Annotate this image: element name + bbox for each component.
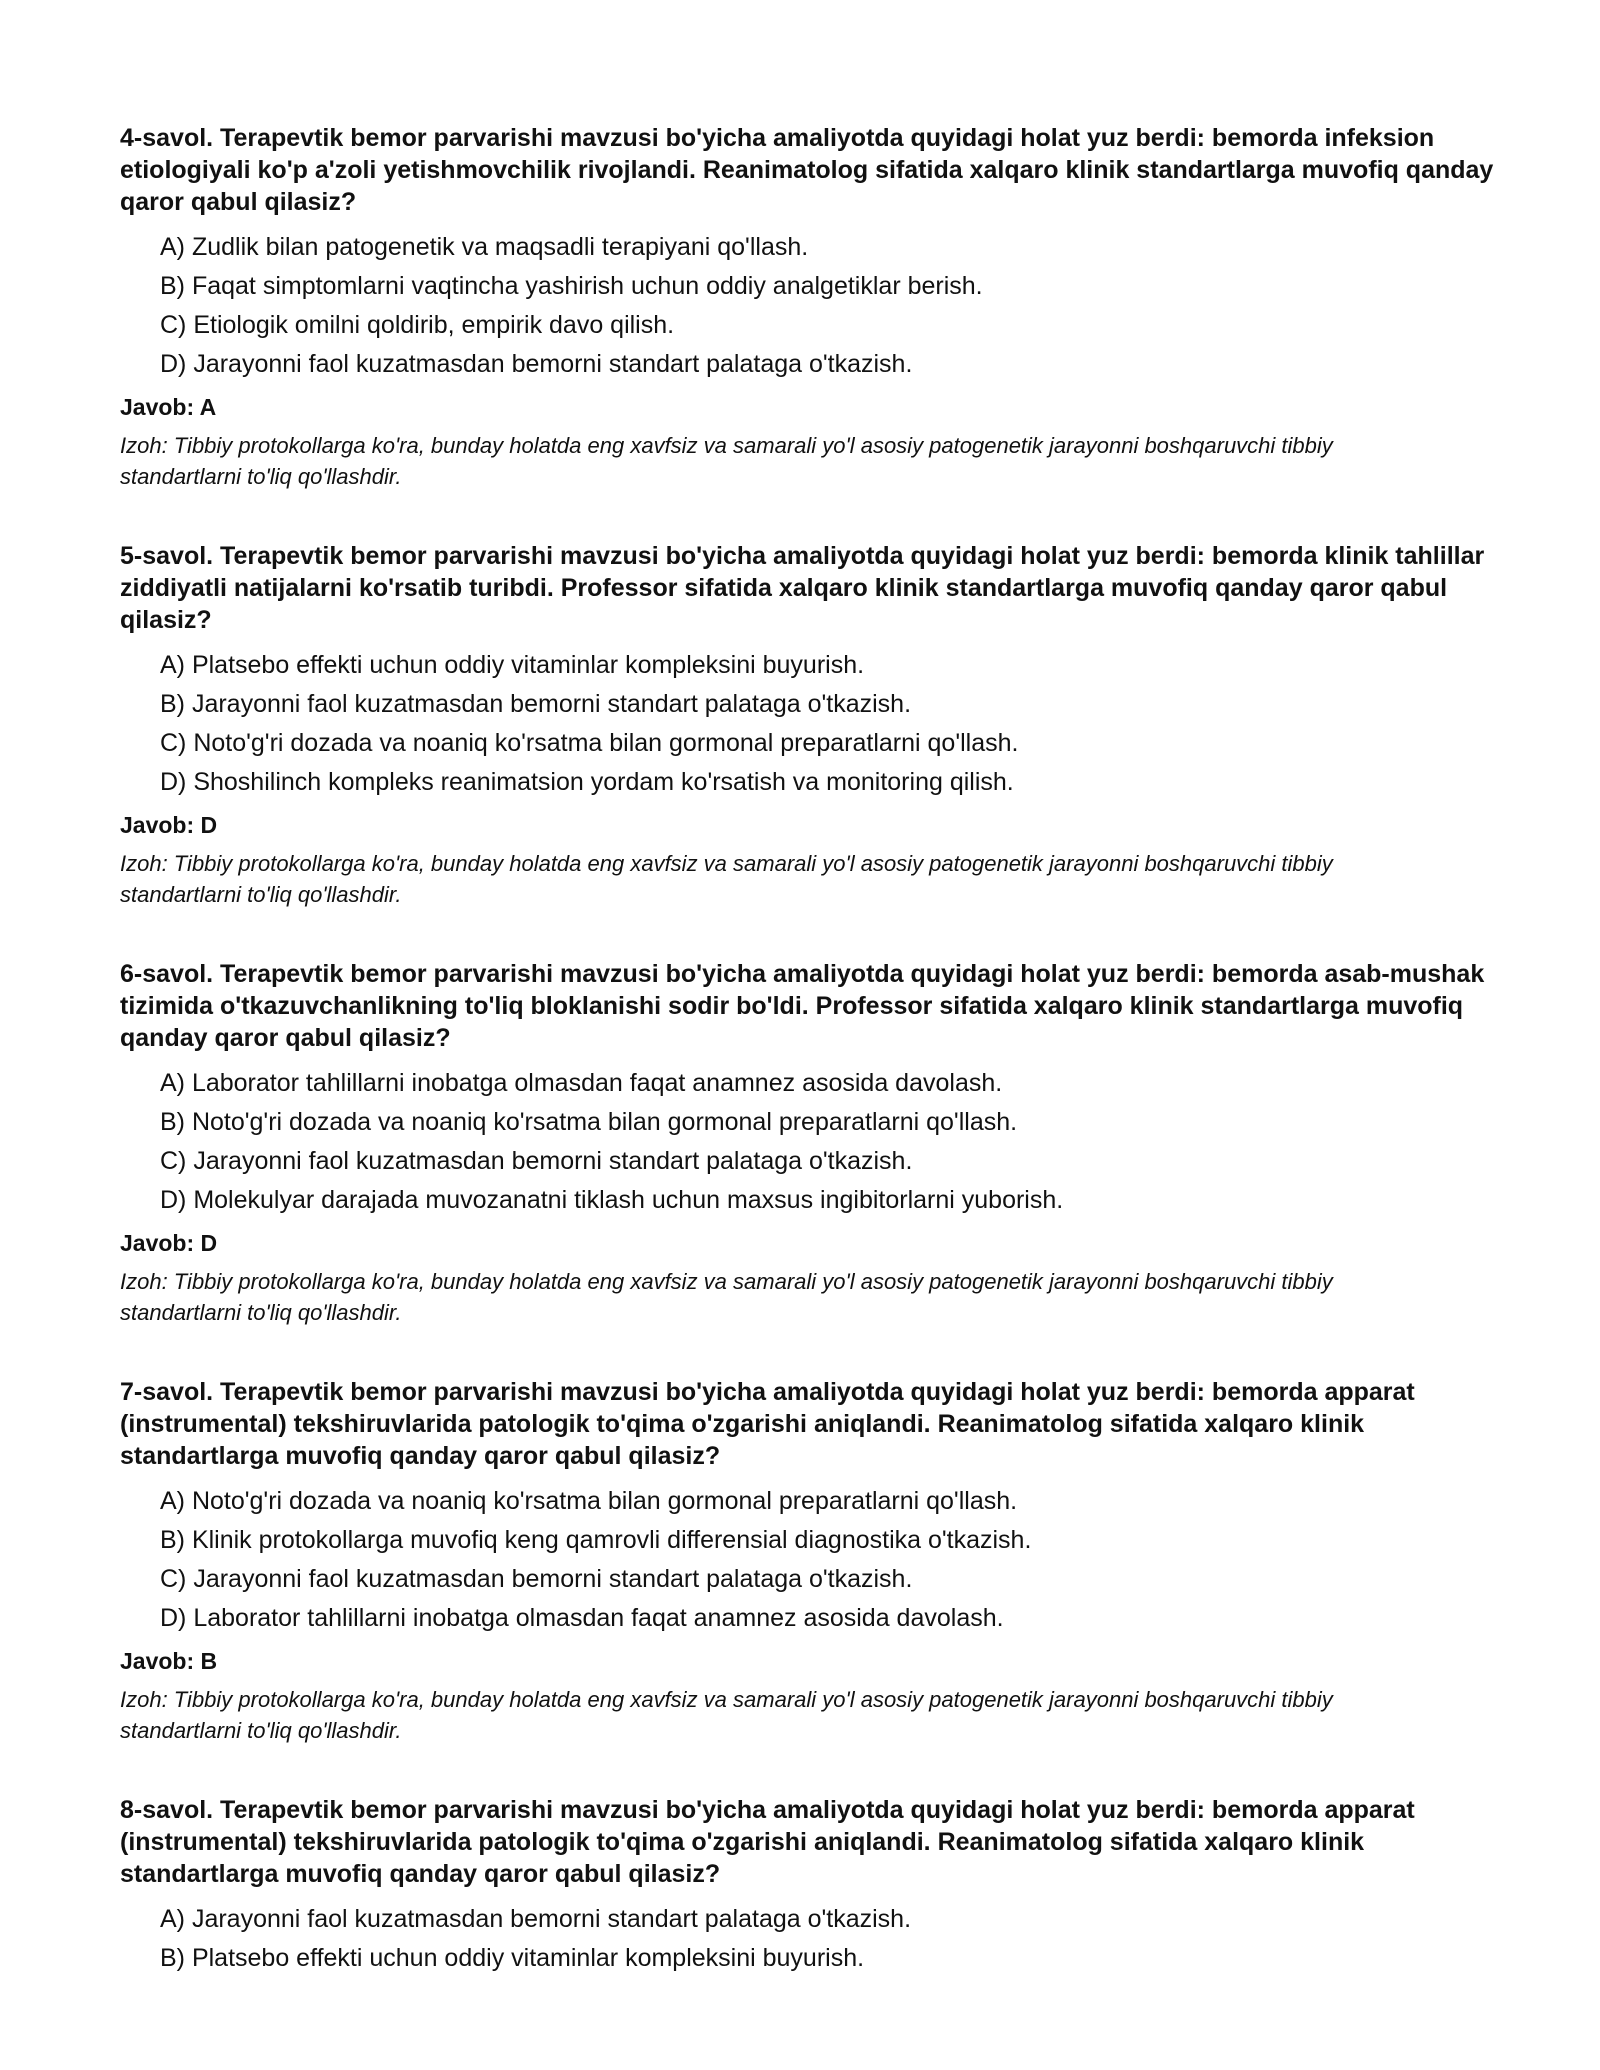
option-c: C) Noto'g'ri dozada va noaniq ko'rsatma bilan gormonal preparatlarni qo'llash. <box>160 729 1019 757</box>
document-page <box>120 122 1500 2026</box>
explanation-note: Izoh: Tibbiy protokollarga ko'ra, bunday holatda eng xavfsiz va samarali yo'l asosiy patogenetik jarayonni boshqaruvchi tibbiy standartlarni to'liq qo'llashdir. <box>120 1687 1333 1743</box>
options-list <box>120 228 1500 384</box>
question-6 <box>120 958 1500 1328</box>
answer: Javob: A <box>120 394 217 420</box>
question-title: 7-savol. Terapevtik bemor parvarishi mavzusi bo'yicha amaliyotda quyidagi holat yuz berdi: bemorda apparat (instrumental) tekshiruvlarida patologik to'qima o'zgarishi aniqlandi. Reanimatolog sifatida xalqaro klinik standartlarga muvofiq qanday qaror qabul qilasiz? <box>120 1378 1415 1470</box>
question-8 <box>120 1794 1500 1978</box>
option-b: B) Noto'g'ri dozada va noaniq ko'rsatma bilan gormonal preparatlarni qo'llash. <box>160 1108 1018 1136</box>
explanation-note: Izoh: Tibbiy protokollarga ko'ra, bunday holatda eng xavfsiz va samarali yo'l asosiy patogenetik jarayonni boshqaruvchi tibbiy standartlarni to'liq qo'llashdir. <box>120 433 1333 489</box>
answer: Javob: D <box>120 1230 218 1256</box>
option-d: D) Shoshilinch kompleks reanimatsion yordam ko'rsatish va monitoring qilish. <box>160 768 1014 796</box>
option-b: B) Faqat simptomlarni vaqtincha yashirish uchun oddiy analgetiklar berish. <box>160 272 983 300</box>
question-title: 6-savol. Terapevtik bemor parvarishi mavzusi bo'yicha amaliyotda quyidagi holat yuz berdi: bemorda asab-mushak tizimida o'tkazuvchanlikning to'liq bloklanishi sodir bo'ldi. Professor sifatida xalqaro klinik standartlarga muvofiq qanday qaror qabul qilasiz? <box>120 960 1485 1052</box>
question-title: 4-savol. Terapevtik bemor parvarishi mavzusi bo'yicha amaliyotda quyidagi holat yuz berdi: bemorda infeksion etiologiyali ko'p a'zoli yetishmovchilik rivojlandi. Reanimatolog sifatida xalqaro klinik standartlarga muvofiq qanday qaror qabul qilasiz? <box>120 124 1494 216</box>
option-d: D) Laborator tahlillarni inobatga olmasdan faqat anamnez asosida davolash. <box>160 1604 1004 1632</box>
option-a: A) Jarayonni faol kuzatmasdan bemorni standart palataga o'tkazish. <box>160 1905 912 1933</box>
option-a: A) Platsebo effekti uchun oddiy vitaminlar kompleksini buyurish. <box>160 651 865 679</box>
answer: Javob: B <box>120 1648 218 1674</box>
option-c: C) Jarayonni faol kuzatmasdan bemorni standart palataga o'tkazish. <box>160 1565 913 1593</box>
option-c: C) Jarayonni faol kuzatmasdan bemorni standart palataga o'tkazish. <box>160 1147 913 1175</box>
question-5 <box>120 540 1500 910</box>
explanation-note: Izoh: Tibbiy protokollarga ko'ra, bunday holatda eng xavfsiz va samarali yo'l asosiy patogenetik jarayonni boshqaruvchi tibbiy standartlarni to'liq qo'llashdir. <box>120 851 1333 907</box>
explanation-note: Izoh: Tibbiy protokollarga ko'ra, bunday holatda eng xavfsiz va samarali yo'l asosiy patogenetik jarayonni boshqaruvchi tibbiy standartlarni to'liq qo'llashdir. <box>120 1269 1333 1325</box>
options-list <box>120 1064 1500 1220</box>
option-d: D) Molekulyar darajada muvozanatni tiklash uchun maxsus ingibitorlarni yuborish. <box>160 1186 1064 1214</box>
option-a: A) Laborator tahlillarni inobatga olmasdan faqat anamnez asosida davolash. <box>160 1069 1003 1097</box>
option-b: B) Platsebo effekti uchun oddiy vitaminlar kompleksini buyurish. <box>160 1944 865 1972</box>
options-list <box>120 1482 1500 1638</box>
option-d: D) Jarayonni faol kuzatmasdan bemorni standart palataga o'tkazish. <box>160 350 913 378</box>
option-b: B) Klinik protokollarga muvofiq keng qamrovli differensial diagnostika o'tkazish. <box>160 1526 1032 1554</box>
option-c: C) Etiologik omilni qoldirib, empirik davo qilish. <box>160 311 675 339</box>
option-a: A) Zudlik bilan patogenetik va maqsadli terapiyani qo'llash. <box>160 233 809 261</box>
question-4 <box>120 122 1500 492</box>
question-title: 5-savol. Terapevtik bemor parvarishi mavzusi bo'yicha amaliyotda quyidagi holat yuz berdi: bemorda klinik tahlillar ziddiyatli natijalarni ko'rsatib turibdi. Professor sifatida xalqaro klinik standartlarga muvofiq qanday qaror qabul qilasiz? <box>120 542 1485 634</box>
option-b: B) Jarayonni faol kuzatmasdan bemorni standart palataga o'tkazish. <box>160 690 912 718</box>
options-list <box>120 1900 1500 1978</box>
options-list <box>120 646 1500 802</box>
answer: Javob: D <box>120 812 218 838</box>
question-7 <box>120 1376 1500 1746</box>
option-a: A) Noto'g'ri dozada va noaniq ko'rsatma bilan gormonal preparatlarni qo'llash. <box>160 1487 1018 1515</box>
question-title: 8-savol. Terapevtik bemor parvarishi mavzusi bo'yicha amaliyotda quyidagi holat yuz berdi: bemorda apparat (instrumental) tekshiruvlarida patologik to'qima o'zgarishi aniqlandi. Reanimatolog sifatida xalqaro klinik standartlarga muvofiq qanday qaror qabul qilasiz? <box>120 1796 1415 1888</box>
